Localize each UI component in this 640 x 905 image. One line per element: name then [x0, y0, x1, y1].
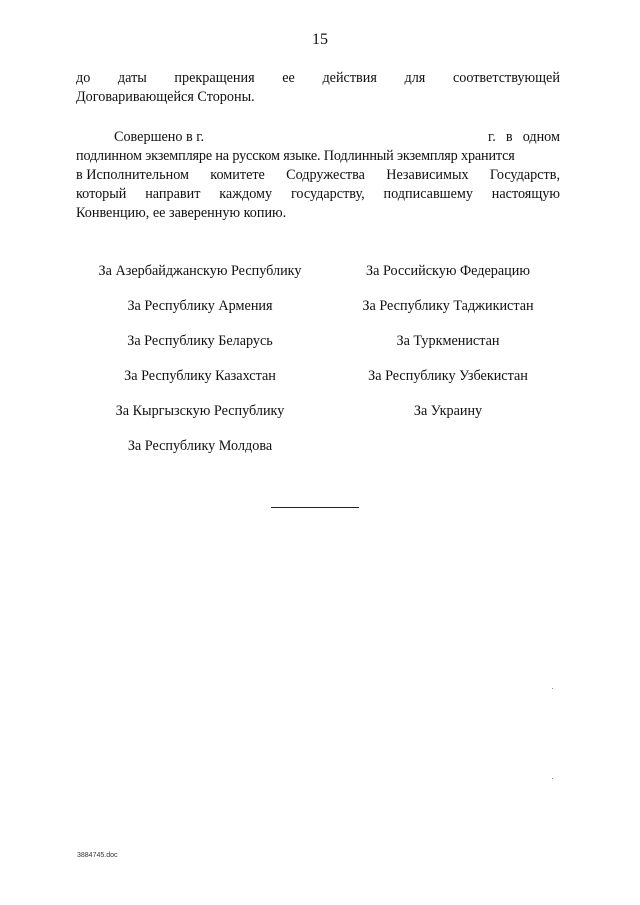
word: ее	[282, 70, 295, 86]
signatory-ukraine: За Украину	[413, 403, 483, 419]
completed-in-label: Совершено в г.	[114, 129, 205, 145]
word: комитете	[210, 167, 265, 183]
word: даты	[117, 70, 147, 86]
word: который	[76, 186, 127, 202]
word: направит	[145, 186, 201, 202]
word: г.	[488, 129, 496, 145]
paragraph2-line4	[76, 186, 560, 202]
footer-filename: 3884745.doc	[77, 852, 118, 859]
word: до	[76, 70, 91, 86]
signatory-turkmenistan: За Туркменистан	[396, 333, 500, 349]
paragraph1-line2: Договаривающейся Стороны.	[76, 89, 255, 105]
paragraph1-line1	[76, 70, 560, 86]
word: каждому	[219, 186, 273, 202]
word: подписавшему	[383, 186, 473, 202]
word: Государств,	[489, 167, 560, 183]
scan-speck	[552, 688, 553, 689]
paragraph2-line3	[76, 167, 560, 183]
word: в	[505, 129, 513, 145]
word: прекращения	[174, 70, 255, 86]
word: действия	[322, 70, 377, 86]
page-number: 15	[312, 31, 328, 48]
word: соответствующей	[452, 70, 560, 86]
date-tail	[488, 129, 560, 145]
signatory-armenia: За Республику Армения	[127, 298, 273, 314]
signatory-russia: За Российскую Федерацию	[366, 263, 530, 279]
word: одном	[522, 129, 560, 145]
signatories-right-column	[318, 263, 578, 438]
paragraph2-line1	[76, 129, 560, 145]
signatory-uzbekistan: За Республику Узбекистан	[368, 368, 528, 384]
signatory-moldova: За Республику Молдова	[127, 438, 273, 454]
paragraph2-line2: подлинном экземпляре на русском языке. Подлинный экземпляр хранится	[76, 148, 515, 164]
signatories-left-column	[70, 263, 330, 473]
end-divider-line	[271, 507, 359, 508]
word: для	[404, 70, 426, 86]
word: Независимых	[386, 167, 469, 183]
signatory-kyrgyzstan: За Кыргызскую Республику	[115, 403, 285, 419]
scan-speck	[552, 778, 553, 779]
word: государству,	[290, 186, 365, 202]
signatory-kazakhstan: За Республику Казахстан	[124, 368, 276, 384]
word: Содружества	[286, 167, 365, 183]
word: в Исполнительном	[76, 167, 189, 183]
signatory-tajikistan: За Республику Таджикистан	[362, 298, 534, 314]
paragraph2-line5: Конвенцию, ее заверенную копию.	[76, 205, 287, 221]
signatory-azerbaijan: За Азербайджанскую Республику	[98, 263, 302, 279]
word: настоящую	[491, 186, 560, 202]
signatory-belarus: За Республику Беларусь	[127, 333, 273, 349]
